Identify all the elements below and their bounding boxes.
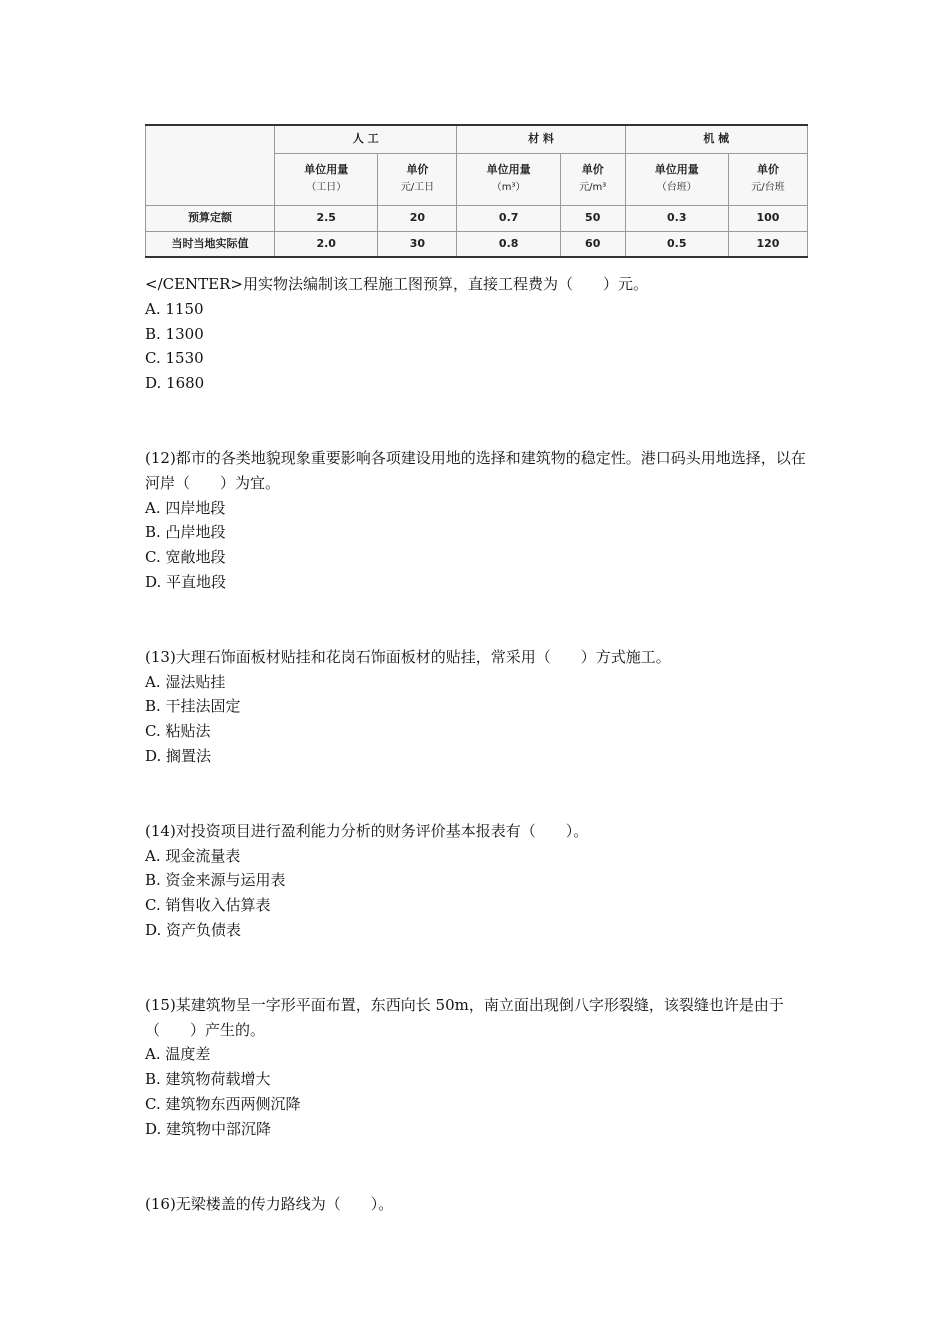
option-a: A. 1150 bbox=[145, 299, 204, 318]
option-d: D. 1680 bbox=[145, 374, 205, 393]
question-stem: (13)大理石饰面板材贴挂和花岗石饰面板材的贴挂，常采用（ ）方式施工。 bbox=[145, 647, 671, 666]
question-block bbox=[145, 272, 815, 396]
option-a: A. 湿法贴挂 bbox=[145, 672, 226, 691]
question-stem: (14)对投资项目进行盈利能力分析的财务评价基本报表有（ ）。 bbox=[145, 821, 589, 840]
subheader-cell: 单位用量 （工日） bbox=[275, 153, 378, 205]
question-list bbox=[145, 272, 815, 1216]
table-cell: 0.3 bbox=[625, 205, 728, 231]
option-d: D. 建筑物中部沉降 bbox=[145, 1119, 272, 1138]
option-b: B. 干挂法固定 bbox=[145, 697, 241, 716]
option-a: A. 四岸地段 bbox=[145, 498, 226, 517]
subheader-cell: 单价 元/台班 bbox=[728, 153, 807, 205]
row-header-actual: 当时当地实际值 bbox=[146, 231, 275, 257]
option-c: C. 1530 bbox=[145, 349, 204, 368]
question-block bbox=[145, 819, 815, 943]
table-cell: 30 bbox=[378, 231, 457, 257]
option-b: B. 资金来源与运用表 bbox=[145, 871, 286, 890]
table-cell: 60 bbox=[560, 231, 625, 257]
group-header-machine: 机 械 bbox=[625, 125, 807, 153]
option-d: D. 搁置法 bbox=[145, 746, 212, 765]
table-cell: 120 bbox=[728, 231, 807, 257]
question-block bbox=[145, 446, 815, 595]
table-cell: 20 bbox=[378, 205, 457, 231]
option-d: D. 资产负债表 bbox=[145, 920, 242, 939]
row-header-budget: 预算定额 bbox=[146, 205, 275, 231]
table-cell: 0.7 bbox=[457, 205, 560, 231]
question-stem: </CENTER>用实物法编制该工程施工图预算，直接工程费为（ ）元。 bbox=[145, 275, 648, 293]
group-header-labor: 人 工 bbox=[275, 125, 457, 153]
option-c: C. 宽敞地段 bbox=[145, 548, 226, 567]
question-stem: (12)都市的各类地貌现象重要影响各项建设用地的选择和建筑物的稳定性。港口码头用地选择，以在河岸（ ）为宜。 bbox=[145, 448, 806, 492]
question-stem: (16)无梁楼盖的传力路线为（ ）。 bbox=[145, 1194, 394, 1213]
subheader-cell: 单价 元/工日 bbox=[378, 153, 457, 205]
table-cell: 0.8 bbox=[457, 231, 560, 257]
table-cell: 2.0 bbox=[275, 231, 378, 257]
question-block bbox=[145, 1192, 815, 1217]
subheader-cell: 单位用量 （台班） bbox=[625, 153, 728, 205]
option-c: C. 销售收入估算表 bbox=[145, 896, 271, 915]
option-b: B. 建筑物荷载增大 bbox=[145, 1070, 271, 1089]
option-c: C. 粘贴法 bbox=[145, 722, 211, 741]
table-cell: 0.5 bbox=[625, 231, 728, 257]
option-a: A. 现金流量表 bbox=[145, 846, 241, 865]
table-cell: 100 bbox=[728, 205, 807, 231]
cost-table-image bbox=[145, 124, 808, 256]
option-b: B. 凸岸地段 bbox=[145, 523, 226, 542]
question-block bbox=[145, 993, 815, 1142]
table-cell: 50 bbox=[560, 205, 625, 231]
subheader-cell: 单位用量 （m³） bbox=[457, 153, 560, 205]
group-header-material: 材 料 bbox=[457, 125, 625, 153]
option-d: D. 平直地段 bbox=[145, 572, 227, 591]
table-corner-cell bbox=[146, 125, 275, 205]
subheader-cell: 单价 元/m³ bbox=[560, 153, 625, 205]
cost-table bbox=[145, 124, 808, 258]
option-c: C. 建筑物东西两侧沉降 bbox=[145, 1094, 301, 1113]
option-b: B. 1300 bbox=[145, 324, 204, 343]
question-stem: (15)某建筑物呈一字形平面布置，东西向长 50m，南立面出现倒八字形裂缝，该裂缝也许是由于（ ）产生的。 bbox=[145, 995, 784, 1039]
table-cell: 2.5 bbox=[275, 205, 378, 231]
question-block bbox=[145, 645, 815, 769]
option-a: A. 温度差 bbox=[145, 1045, 211, 1064]
